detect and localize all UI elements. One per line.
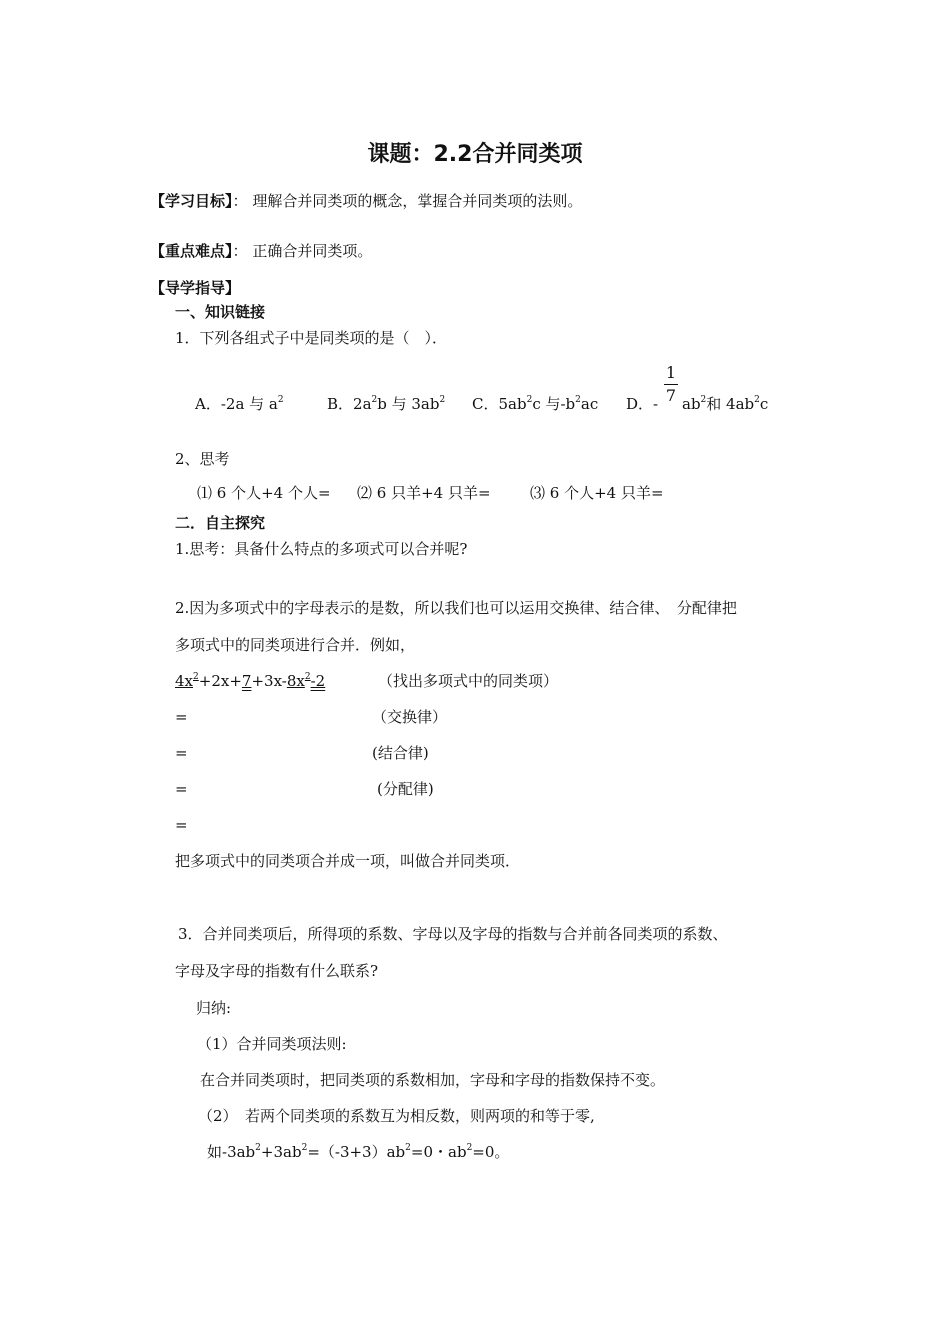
- equals-4: =: [175, 816, 188, 834]
- section1-heading: 一、知识链接: [175, 303, 266, 321]
- think-1: ⑴ 6 个人+4 个人=: [197, 484, 331, 502]
- objective-text: 理解合并同类项的概念，掌握合并同类项的法则。: [252, 192, 583, 210]
- fraction-bar: [664, 384, 678, 385]
- rule-1-text: 在合并同类项时，把同类项的系数相加，字母和字母的指数保持不变。: [200, 1071, 666, 1089]
- equals-2: =: [175, 744, 188, 762]
- objective-line: [150, 191, 582, 211]
- explore-2a: 2.因为多项式中的字母表示的是数，所以我们也可以运用交换律、结合律、 分配律把: [175, 599, 737, 617]
- rule-2-heading: （2） 若两个同类项的系数互为相反数，则两项的和等于零,: [198, 1107, 595, 1125]
- summary-label: 归纳:: [196, 999, 232, 1017]
- example-expression: $4x^2+2x+7+3x-8x^2-2$: [175, 672, 326, 690]
- option-d: $ab^2$和 $4ab^2c$: [682, 395, 769, 413]
- note-commutative: （交换律）: [372, 708, 448, 726]
- fraction-denominator: 7: [665, 386, 677, 405]
- rule-1-heading: （1）合并同类项法则:: [197, 1035, 347, 1053]
- keypoint-label: 【重点难点】: [150, 242, 233, 260]
- fraction-one-seventh: [664, 363, 678, 406]
- note-associative: (结合律): [372, 744, 429, 762]
- keypoint-text: 正确合并同类项。: [252, 242, 373, 260]
- question-3b: 字母及字母的指数有什么联系?: [175, 962, 379, 980]
- option-d-prefix: D．-: [626, 395, 659, 413]
- question-1: 1．下列各组式子中是同类项的是（ ）．: [175, 329, 448, 347]
- objective-label: 【学习目标】: [150, 192, 233, 210]
- definition: 把多项式中的同类项合并成一项，叫做合并同类项．: [175, 852, 521, 870]
- fraction-numerator: 1: [665, 363, 677, 382]
- equals-1: =: [175, 708, 188, 726]
- option-b: B．$2a^2b$ 与 $3ab^2$: [327, 395, 446, 413]
- note-find-like-terms: （找出多项式中的同类项）: [378, 672, 559, 690]
- note-distributive: (分配律): [377, 780, 434, 798]
- think-3: ⑶ 6 个人+4 只羊=: [530, 484, 664, 502]
- page-title: 课题：2.2合并同类项: [367, 142, 583, 167]
- guide-label: 【导学指导】: [150, 279, 241, 297]
- explore-1: 1.思考：具备什么特点的多项式可以合并呢?: [175, 540, 468, 558]
- objective-sep: ：: [232, 192, 248, 210]
- keypoint-line: [150, 241, 372, 261]
- question-2: 2、思考: [175, 450, 230, 468]
- option-c: C．$5ab^2c$ 与$-b^2ac$: [472, 395, 599, 413]
- keypoint-sep: ：: [232, 242, 248, 260]
- rule-2-example: 如$-3ab^2+3ab^2=(-3+3)ab^2=0$・$ab^2=0$。: [207, 1143, 510, 1161]
- section2-heading: 二．自主探究: [175, 514, 266, 532]
- option-a: A．-2a 与 $a^2$: [195, 395, 284, 413]
- explore-2b: 多项式中的同类项进行合并．例如，: [175, 636, 416, 654]
- think-2: ⑵ 6 只羊+4 只羊=: [357, 484, 491, 502]
- equals-3: =: [175, 780, 188, 798]
- question-3a: 3．合并同类项后，所得项的系数、字母以及字母的指数与合并前各同类项的系数、: [178, 925, 728, 943]
